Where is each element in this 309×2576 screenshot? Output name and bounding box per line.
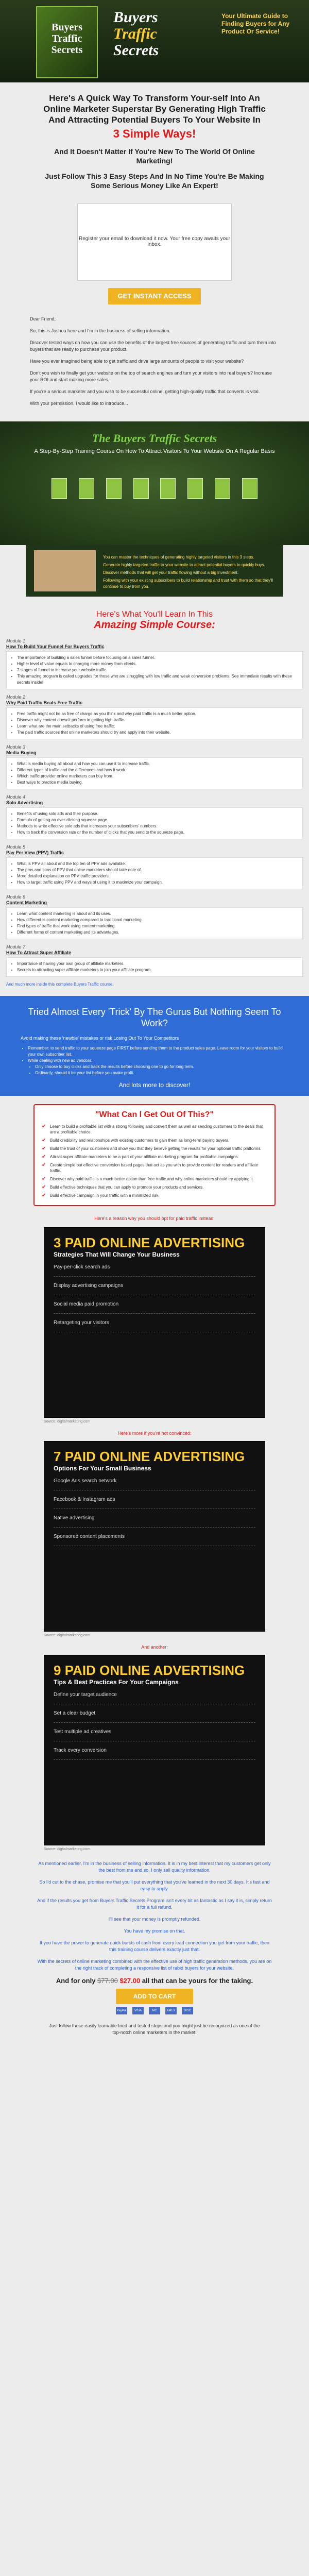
module-label: Module 2: [6, 694, 26, 700]
mistakes-section: [0, 996, 309, 1096]
module-label: Module 5: [6, 844, 26, 850]
module-item: • Learn what are the main setbacks of using free traffic.: [17, 723, 297, 730]
payment-methods: [116, 2007, 193, 2014]
benefits-box: [33, 1104, 276, 1206]
module-label: Module 1: [6, 638, 26, 643]
infographic-row: Facebook & Instagram ads: [54, 1490, 255, 1509]
proof-intro: Here's a reason why you should opt for paid traffic instead:: [94, 1216, 215, 1221]
closing-paragraph: With the secrets of online marketing combined with the effective use of high traffic generation methods, you are on the right track of completing a responsive list of rabid buyers for your website.: [37, 1959, 272, 1971]
module-block: [6, 894, 303, 939]
module-block: [6, 638, 303, 689]
add-to-cart-button[interactable]: ADD TO CART: [116, 1989, 193, 2004]
module-title: Solo Advertising: [6, 800, 43, 805]
module-title: How To Attract Super Affiliate: [6, 950, 72, 955]
module-item: • 7 stages of funnel to increase your website traffic.: [17, 667, 297, 673]
highlight-item: Generate highly targeted traffic to your website to attract potential buyers to quickly buys.: [103, 563, 265, 567]
sales-letter: [0, 304, 309, 417]
module-note: And much more inside this complete Buyers Traffic course.: [6, 982, 114, 987]
benefits-list: [42, 1124, 267, 1198]
module-label: Module 7: [6, 944, 26, 950]
benefit-item: ✔ Build effective campaign in your traffic with a minimized risk.: [42, 1193, 267, 1198]
module-label: Module 3: [6, 744, 26, 750]
module-item: • This amazing program is called upgrades for those who are struggling with low traffic and weak conversion problems. See immediate results with these secrets inside!: [17, 673, 297, 686]
payment-icon: MC: [149, 2007, 160, 2014]
infographic-title: PAID ONLINE ADVERTISING: [64, 1235, 245, 1250]
letter-greeting: Dear Friend,: [30, 316, 56, 321]
module-item: • How different is content marketing compared to traditional marketing.: [17, 917, 297, 923]
image-credit: Source: digitalmarketing.com: [44, 1634, 91, 1637]
infographic-subtitle: Tips & Best Practices For Your Campaigns: [54, 1679, 179, 1686]
infographic-row: Google Ads search network: [54, 1472, 255, 1490]
module-item: • Discover why content doesn't perform in getting high traffic.: [17, 717, 297, 723]
highlight-photo: [34, 550, 96, 591]
module-block: [6, 944, 303, 977]
advertising-infographic: [44, 1227, 265, 1418]
module-title: Pay Per View (PPV) Traffic: [6, 850, 64, 855]
module-block: [6, 794, 303, 839]
module-item: • How to target traffic using PPV and ways of using it to maximize your campaign.: [17, 879, 297, 886]
module-body: [6, 757, 303, 789]
letter-paragraph: Don't you wish to finally get your website on the top of search engines and turn your visitors into real buyers? Increase your ROI and start making more sales.: [30, 370, 272, 382]
infographic-number: 7: [54, 1449, 61, 1464]
benefit-item: ✔ Attract super affiliate marketers to be a part of your affiliate marketing program for profitable campaigns.: [42, 1154, 267, 1160]
module-item: • Formula of getting an ever-clicking squeeze page.: [17, 817, 297, 823]
price-prefix: And for only: [56, 1977, 96, 1985]
module-item: • What is PPV all about and the top ten of PPV ads available.: [17, 861, 297, 867]
module-item: • Different types of traffic and the differences and how it work.: [17, 767, 297, 773]
advertising-infographic: [44, 1441, 265, 1632]
optin-text: Register your email to download it now. Your free copy awaits your inbox.: [78, 236, 231, 247]
closing-paragraph: And if the results you get from Buyers Traffic Secrets Program isn't every bit as fantastic as I say it is, simply return it for a full refund.: [37, 1898, 272, 1910]
get-instant-access-button[interactable]: GET INSTANT ACCESS: [108, 288, 201, 304]
module-item: • More detailed explanation on PPV traffic providers.: [17, 873, 297, 879]
infographic-heading: [54, 1663, 255, 1686]
highlight-item: Following with your existing subscribers to build relationship and trust with them so that they'll continue to buy from you.: [103, 578, 273, 589]
infographic-row: Pay-per-click search ads: [54, 1258, 255, 1277]
modules-list: [0, 631, 309, 977]
infographic-row: Display advertising campaigns: [54, 1277, 255, 1295]
module-title: Media Buying: [6, 750, 37, 755]
mistake-item: • While dealing with new ad vendors:: [28, 1058, 288, 1064]
module-title: Why Paid Traffic Beats Free Traffic: [6, 700, 83, 705]
payment-icon: PayPal: [116, 2007, 127, 2014]
product-tile: [106, 478, 122, 499]
brand-line-2: Traffic: [113, 25, 157, 42]
closing-paragraph: I'll see that your money is promptly refunded.: [108, 1917, 201, 1922]
closing-section: [0, 1851, 309, 1972]
module-block: [6, 844, 303, 889]
infographic-title: PAID ONLINE ADVERTISING: [64, 1663, 245, 1678]
image-credit: Source: digitalmarketing.com: [44, 1420, 91, 1423]
module-block: [6, 694, 303, 739]
infographic-row: Sponsored content placements: [54, 1528, 255, 1546]
closing-paragraph: If you have the power to generate quick bursts of cash from every lead connection you get from your traffic, then this training course delivers exactly just that.: [39, 1940, 270, 1952]
proof-intro: And another:: [141, 1645, 168, 1650]
infographic-title: PAID ONLINE ADVERTISING: [64, 1449, 245, 1464]
highlight-item: Discover methods that will get your traffic flowing without a big investment.: [103, 570, 239, 575]
infographic-number: 3: [54, 1235, 61, 1250]
image-credit: Source: digitalmarketing.com: [44, 1848, 91, 1851]
letter-paragraph: If you're a serious marketer and you wish to be successful online, getting high-quality traffic that converts is vital.: [30, 389, 260, 394]
letter-paragraph: Discover tested ways on how you can use the benefits of the largest free sources of generating traffic and turn them into buyers that are ready to purchase your product.: [30, 340, 276, 352]
module-body: [6, 857, 303, 889]
price-suffix: all that can be yours for the taking.: [142, 1977, 253, 1985]
product-box-image: [36, 6, 98, 78]
module-item: • Different forms of content marketing and its advantages.: [17, 929, 297, 936]
closing-paragraph: So I'd cut to the chase, promise me that you'll put everything that you've learned in the next 30 days. It's fast and easy to apply.: [39, 1879, 270, 1891]
letter-paragraph: So, this is Joshua here and I'm in the business of selling information.: [30, 328, 170, 333]
mistakes-subtitle: Avoid making these 'newbie' mistakes or risk Losing Out To Your Competitors: [21, 1036, 179, 1041]
module-title: How To Build Your Funnel For Buyers Traffic: [6, 644, 105, 649]
new-price: $27.00: [119, 1977, 141, 1985]
old-price: $77.00: [97, 1977, 118, 1985]
module-block: [6, 744, 303, 789]
module-body: [6, 651, 303, 689]
highlight-item: You can master the techniques of generating highly targeted visitors in this 3 steps.: [103, 555, 254, 560]
module-body: [6, 707, 303, 739]
module-body: [6, 907, 303, 939]
payment-icon: VISA: [132, 2007, 144, 2014]
module-item: • Free traffic might not be as free of charge as you think and why paid traffic is a much better option.: [17, 711, 297, 717]
banner-title: The Buyers Traffic Secrets: [92, 432, 217, 445]
product-tile: [242, 478, 258, 499]
infographic-row: Define your target audience: [54, 1686, 255, 1704]
module-item: • Benefits of using solo ads and their purpose.: [17, 811, 297, 817]
module-item: • The pros and cons of PPV that online marketers should take note of.: [17, 867, 297, 873]
module-item: • How to track the conversion rate or the number of clicks that you send to the squeeze page.: [17, 829, 297, 836]
module-item: • Methods to write effective solo ads that increases your subscribers' numbers.: [17, 823, 297, 829]
mistakes-title: Tried Almost Every 'Trick' By The Gurus But Nothing Seem To Work?: [28, 1007, 281, 1028]
module-label: Module 4: [6, 794, 26, 800]
benefit-item: ✔ Build the trust of your customers and show you that they believe getting the results for your optional traffic platforms.: [42, 1146, 267, 1151]
proof-intro: Here's more if you're not convinced:: [117, 1431, 192, 1436]
benefit-item: ✔ Discover why paid traffic is a much better option than free traffic and why online marketers should try applying it.: [42, 1176, 267, 1182]
main-headline: Here's A Quick Way To Transform Your-self Into An Online Marketer Superstar By Generating High Traffic And Attracting Potential Buyers To Your Website In: [43, 93, 266, 125]
infographic-row: Native advertising: [54, 1509, 255, 1528]
infographic-row: Retargeting your visitors: [54, 1314, 255, 1332]
product-box-title: Buyers Traffic Secrets: [51, 22, 83, 56]
mistake-subitem: • Ordinarily, should it be your list before you make profit.: [35, 1070, 288, 1076]
payment-icon: AMEX: [165, 2007, 177, 2014]
module-item: • Higher level of value equals to charging more money from clients.: [17, 661, 297, 667]
module-item: • Secrets to attracting super affiliate marketers to join your affiliate program.: [17, 967, 297, 973]
banner-subtitle: A Step-By-Step Training Course On How To Attract Visitors To Your Website On A Regular Basis: [34, 448, 275, 454]
learn-emphasis: Amazing Simple Course:: [94, 619, 215, 631]
brand-line-1: Buyers: [113, 9, 158, 26]
product-tile: [52, 478, 67, 499]
optin-form[interactable]: [77, 204, 232, 281]
product-tile: [160, 478, 176, 499]
infographic-row: Set a clear budget: [54, 1704, 255, 1723]
payment-icon: DISC: [182, 2007, 193, 2014]
header-tagline: Your Ultimate Guide to Finding Buyers for Any Product Or Service!: [221, 12, 290, 35]
module-item: • Best ways to practice media buying.: [17, 779, 297, 786]
mistake-item: • Remember: to send traffic to your squeeze page FIRST before sending them to the product sales page. Leave room for your visitors to build your own subscriber list.: [28, 1045, 288, 1058]
infographic-heading: [54, 1449, 255, 1472]
module-item: • Importance of having your own group of affiliate marketers.: [17, 961, 297, 967]
hero-section: [0, 82, 309, 195]
closing-paragraph: As mentioned earlier, I'm in the business of selling information. It is in my best interest that my customers get only the best from me and so, I only sell quality information.: [38, 1861, 271, 1873]
product-tiles: [52, 478, 258, 499]
letter-paragraph: Have you ever imagined being able to get traffic and drive large amounts of people to visit your website?: [30, 359, 244, 364]
learn-intro: Here's What You'll Learn In This: [96, 610, 213, 619]
infographic-row: Social media paid promotion: [54, 1295, 255, 1314]
product-tile: [133, 478, 149, 499]
mistakes-footer: And lots more to discover!: [118, 1081, 191, 1089]
module-title: Content Marketing: [6, 900, 47, 905]
benefit-item: ✔ Create simple but effective conversion based pages that act as you with to provide content for readers and affiliate traffic.: [42, 1162, 267, 1174]
price-line: [0, 1977, 309, 1985]
benefit-item: ✔ Build credibility and relationships with existing customers to gain them as long-term paying buyers.: [42, 1138, 267, 1143]
module-item: • Find types of traffic that work using content marketing.: [17, 923, 297, 929]
infographic-heading: [54, 1235, 255, 1258]
footer-note: Just follow these easily learnable tried and tested steps and you might just be recognized as one of the top-notch online marketers in the market!: [49, 2023, 260, 2035]
benefit-item: ✔ Learn to build a profitable list with a strong following and convert them as well as sending customers to the deals that are a profitable choice.: [42, 1124, 267, 1135]
sub-headline-1: And It Doesn't Matter If You're New To The World Of Online Marketing!: [54, 147, 255, 165]
benefit-item: ✔ Build effective techniques that you can apply to promote your products and services.: [42, 1184, 267, 1190]
infographic-row: Track every conversion: [54, 1741, 255, 1760]
infographic-subtitle: Strategies That Will Change Your Business: [54, 1251, 180, 1258]
product-tile: [79, 478, 94, 499]
module-item: • Which traffic provider online marketers can buy from.: [17, 773, 297, 779]
highlights-box: [26, 545, 283, 597]
letter-paragraph: With your permission, I would like to introduce...: [30, 401, 128, 406]
benefits-title: "What Can I Get Out Of This?": [95, 1110, 214, 1119]
module-item: • The paid traffic sources that online marketers should try and apply into their website.: [17, 730, 297, 736]
learn-heading: [0, 610, 309, 631]
infographic-row: Test multiple ad creatives: [54, 1723, 255, 1741]
module-item: • What is media buying all about and how you can use it to increase traffic.: [17, 761, 297, 767]
brand-logo: [113, 9, 159, 59]
advertising-infographic: [44, 1655, 265, 1845]
sub-headline-2: Just Follow This 3 Easy Steps And In No Time You're Be Making Some Serious Money Like An Expert!: [45, 172, 264, 190]
headline-highlight: 3 Simple Ways!: [113, 127, 196, 140]
infographic-number: 9: [54, 1663, 61, 1678]
module-label: Module 6: [6, 894, 26, 900]
mistakes-list: [21, 1045, 288, 1076]
highlights-list: [103, 554, 275, 590]
closing-paragraph: You have my promise on that.: [124, 1928, 185, 1934]
module-body: [6, 957, 303, 977]
module-item: • Learn what content marketing is about and its uses.: [17, 911, 297, 917]
product-banner: [0, 421, 309, 545]
product-tile: [215, 478, 230, 499]
module-body: [6, 807, 303, 839]
brand-line-3: Secrets: [113, 42, 159, 59]
module-item: • The importance of building a sales funnel before focusing on a sales funnel.: [17, 655, 297, 661]
product-tile: [187, 478, 203, 499]
header-banner: [0, 0, 309, 82]
infographic-subtitle: Options For Your Small Business: [54, 1465, 151, 1472]
mistake-subitem: • Only choose to buy clicks and track the results before choosing one to go for long term.: [35, 1064, 288, 1070]
